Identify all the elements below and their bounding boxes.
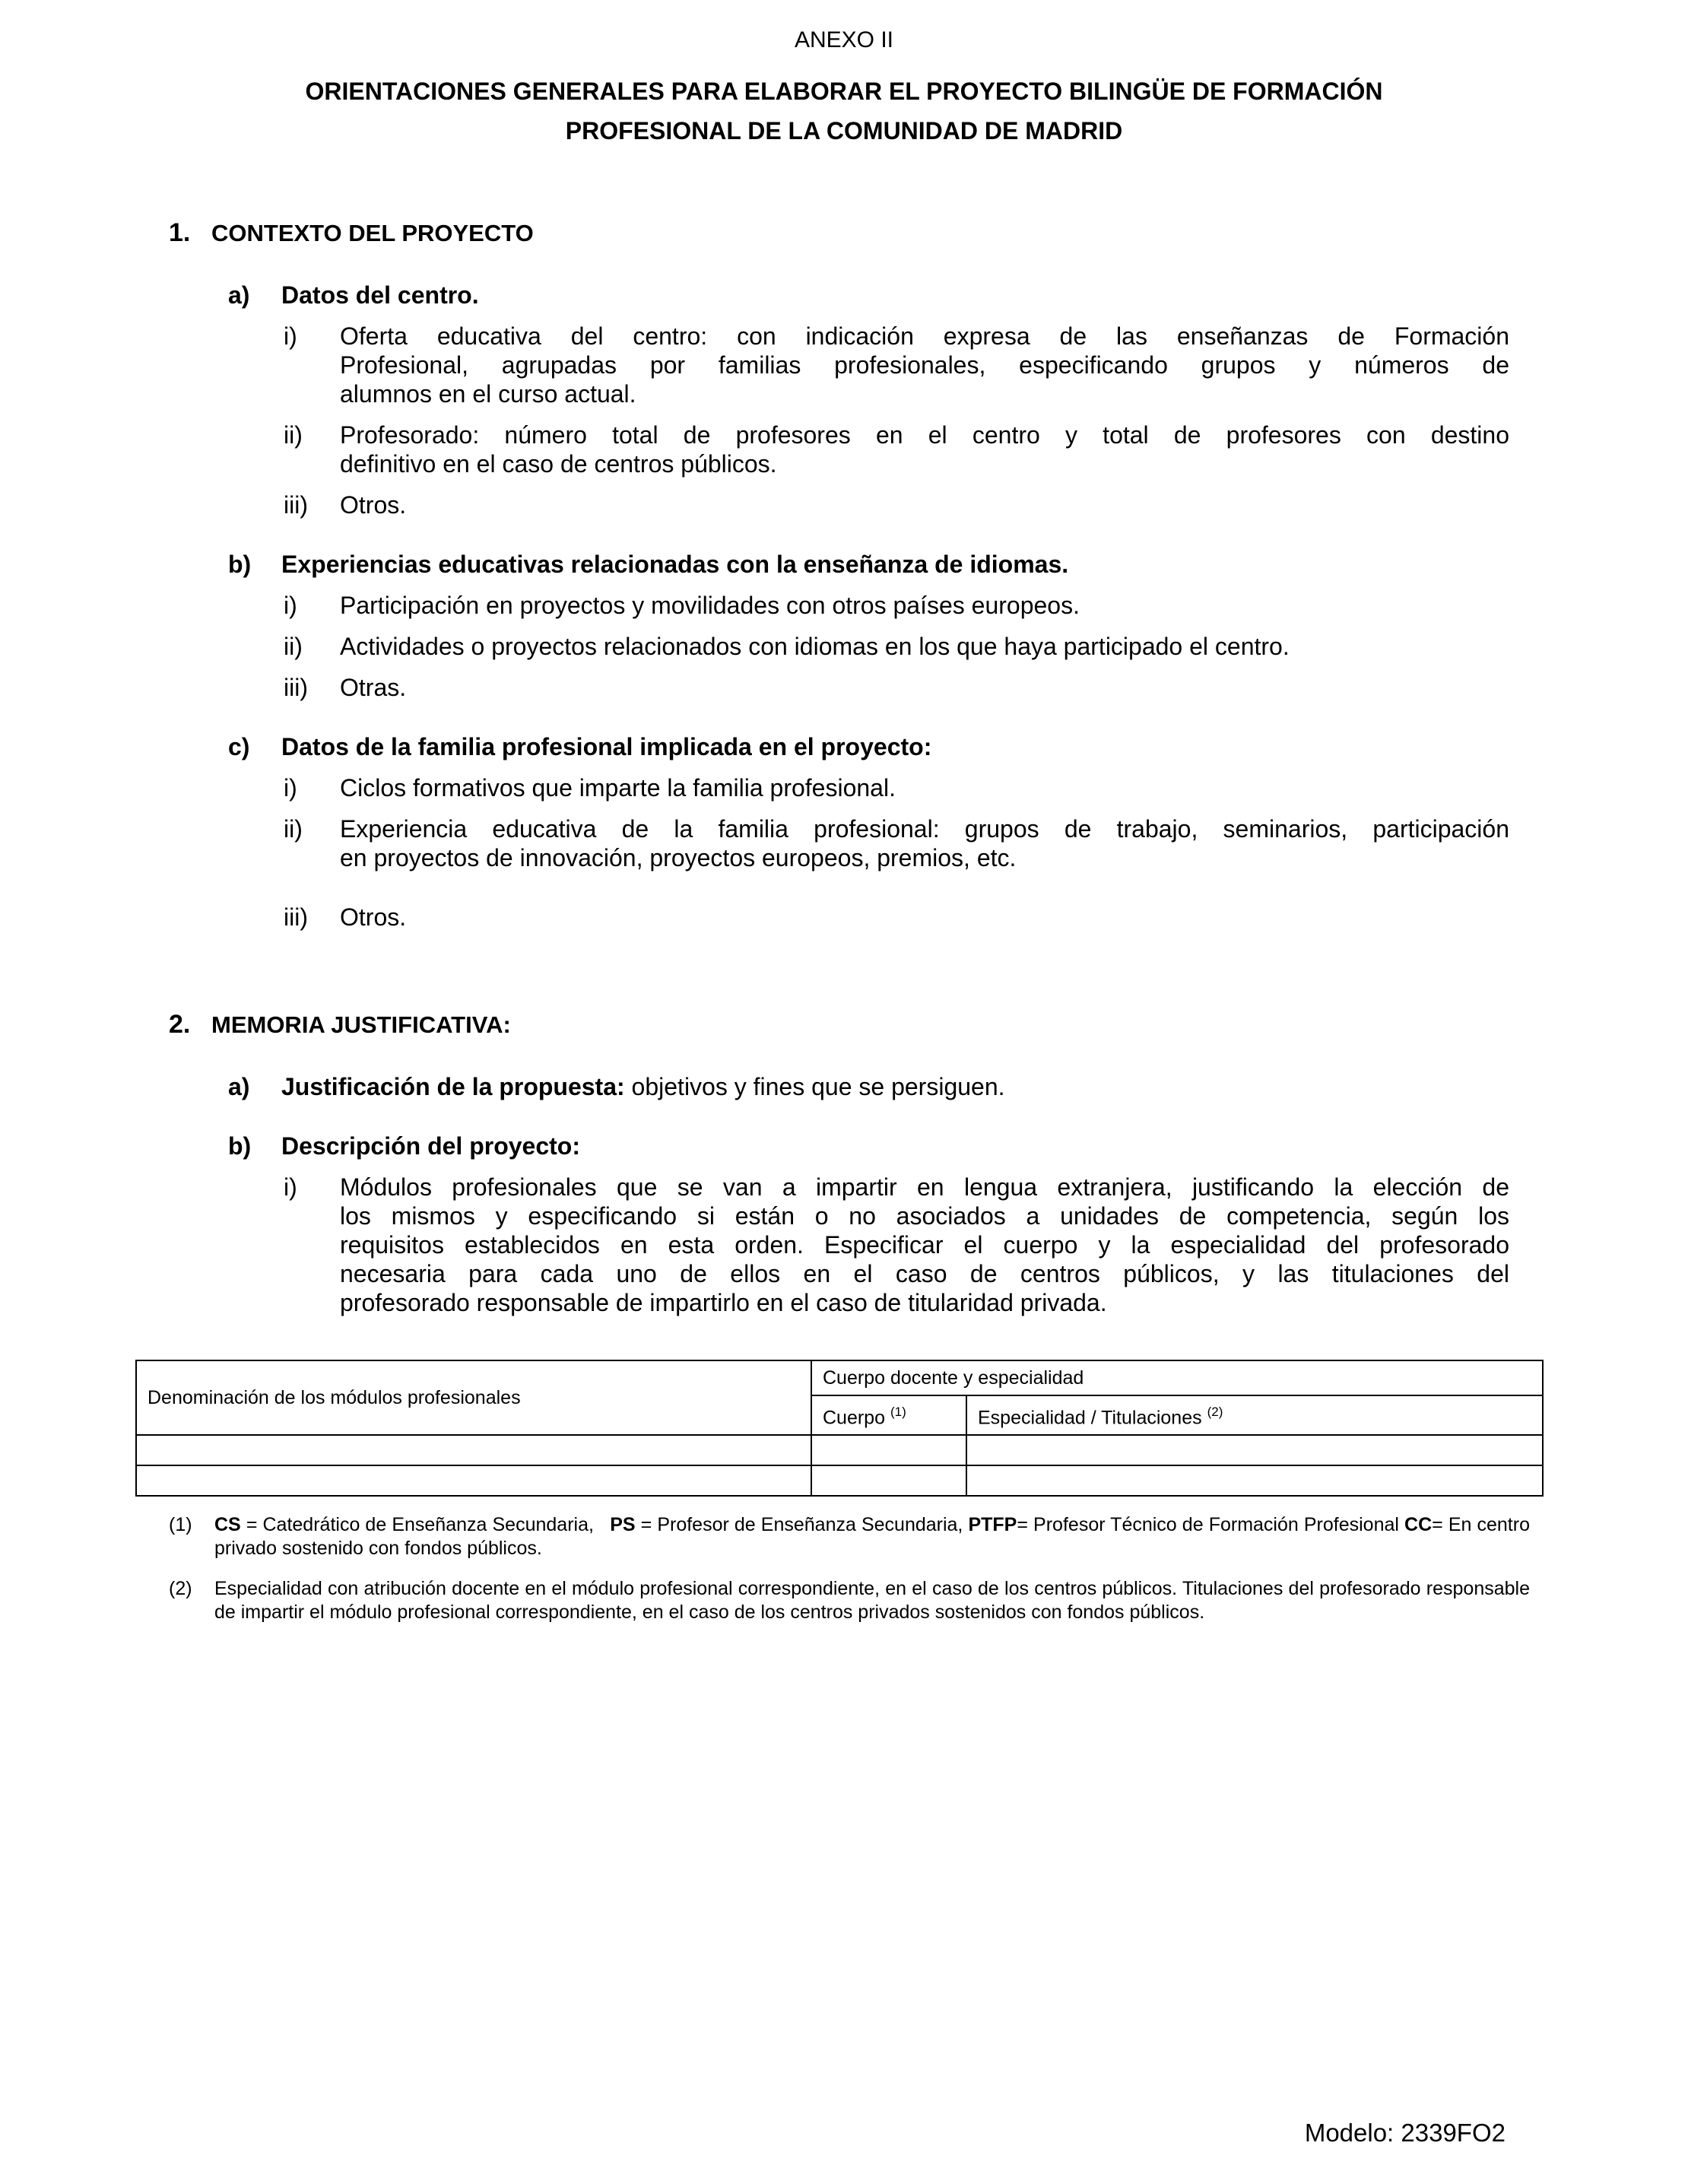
- section-2-heading: [169, 1008, 1509, 1042]
- item-1b-heading: Experiencias educativas relacionadas con la enseñanza de idiomas.: [281, 551, 1069, 578]
- table-empty-cell: [136, 1465, 811, 1496]
- subitem-1b-iii-text: Otras.: [340, 674, 407, 701]
- footnote-segment: Especialidad con atribución docente en el módulo profesional correspondiente, en el caso de los centros públicos. Titulaciones del profesorado responsable de impartir el módulo profesional correspondiente, en el caso de los centros privados sostenidos con fondos públicos.: [214, 1578, 1530, 1623]
- subitem-1a-i: [284, 322, 1509, 408]
- document-title-line2: PROFESIONAL DE LA COMUNIDAD DE MADRID: [565, 117, 1123, 144]
- item-1a: [228, 281, 1509, 310]
- section-2-title: MEMORIA JUSTIFICATIVA:: [211, 1011, 511, 1038]
- subitem-1a-ii: [284, 421, 1509, 478]
- subitem-1b-i-label: i): [284, 592, 297, 619]
- section-1-title: CONTEXTO DEL PROYECTO: [211, 220, 534, 246]
- footnote-2-marker: (2): [169, 1578, 192, 1599]
- table-empty-cell: [811, 1465, 966, 1496]
- footnote-2-text: [214, 1577, 1530, 1624]
- footnote-segment: = Profesor Técnico de Formación Profesional: [1017, 1514, 1405, 1535]
- subitem-1c-i-text: Ciclos formativos que imparte la familia profesional.: [340, 774, 896, 802]
- footnote-1-marker: (1): [169, 1514, 192, 1535]
- table-empty-cell: [966, 1465, 1543, 1496]
- table-header-cuerpo: [811, 1395, 966, 1435]
- item-1a-heading: Datos del centro.: [281, 281, 479, 309]
- table-empty-cell: [811, 1435, 966, 1465]
- item-2b-heading: Descripción del proyecto:: [281, 1132, 580, 1160]
- table-header-especialidad: [966, 1395, 1543, 1435]
- subitem-1b-ii: [284, 632, 1509, 661]
- document-title: [0, 71, 1688, 151]
- item-2a-label: a): [228, 1073, 250, 1100]
- section-1-heading: [169, 216, 1509, 250]
- subitem-1c-i-label: i): [284, 774, 297, 802]
- subitem-1c-iii-text: Otros.: [340, 903, 407, 931]
- model-number: Modelo: 2339FO2: [1304, 2119, 1506, 2147]
- footnote-segment: CS: [214, 1514, 241, 1535]
- item-2a-heading: Justificación de la propuesta:: [281, 1073, 625, 1100]
- footnote-segment: PTFP: [968, 1514, 1017, 1535]
- subitem-1b-iii-label: iii): [284, 674, 308, 701]
- subitem-1c-ii: [284, 814, 1509, 872]
- footnote-segment: = En centro privado sostenido con fondos públicos.: [214, 1514, 1530, 1559]
- table-header-cuerpo-docente-group: Cuerpo docente y especialidad: [811, 1360, 1543, 1395]
- subitem-2b-i-text: Módulos profesionales que se van a impartir en lengua extranjera, justificando la elección de los mismos y especificando si están o no asociados a unidades de competencia, según los requisitos establecidos en esta orden. Especificar el cuerpo y la especialidad del profesorado necesaria para cada uno de ellos en el caso de centros públicos, y las titulaciones del profesorado responsable de impartirlo en el caso de titularidad privada.: [340, 1173, 1509, 1316]
- item-1b-label: b): [228, 551, 252, 578]
- subitem-1b-ii-text: Actividades o proyectos relacionados con idiomas en los que haya participado el centro.: [340, 633, 1290, 660]
- item-2b-label: b): [228, 1132, 252, 1160]
- table-header-especialidad-label: Especialidad / Titulaciones: [978, 1407, 1202, 1429]
- table-row: [136, 1465, 1543, 1496]
- table-header-cuerpo-label: Cuerpo: [823, 1407, 885, 1429]
- table-row: [136, 1435, 1543, 1465]
- footnote-segment: PS: [610, 1514, 636, 1535]
- section-1-number: 1.: [169, 218, 191, 247]
- table-header-denominacion: Denominación de los módulos profesionales: [136, 1360, 811, 1435]
- subitem-1c-iii: [284, 903, 1509, 932]
- subitem-1a-ii-text: Profesorado: número total de profesores en el centro y total de profesores con destino definitivo en el caso de centros públicos.: [340, 421, 1509, 478]
- subitem-1b-ii-label: ii): [284, 633, 303, 660]
- subitem-1a-i-label: i): [284, 322, 297, 350]
- item-2a-text: objetivos y fines que se persiguen.: [624, 1073, 1005, 1100]
- item-1c: [228, 732, 1509, 761]
- table-empty-cell: [966, 1435, 1543, 1465]
- annex-title: ANEXO II: [794, 27, 894, 52]
- subitem-1c-ii-label: ii): [284, 815, 303, 843]
- footnotes: [169, 1513, 1530, 1624]
- item-1c-heading: Datos de la familia profesional implicada en el proyecto:: [281, 733, 932, 760]
- table-empty-cell: [136, 1435, 811, 1465]
- subitem-1b-i: [284, 591, 1509, 620]
- footnote-1: [169, 1513, 1530, 1560]
- subitem-1c-iii-label: iii): [284, 903, 308, 931]
- footnote-segment: = Catedrático de Enseñanza Secundaria,: [240, 1514, 611, 1535]
- footnote-ref-2: (2): [1207, 1404, 1223, 1419]
- item-1a-label: a): [228, 281, 250, 309]
- subitem-1c-i: [284, 773, 1509, 802]
- document-title-line1: ORIENTACIONES GENERALES PARA ELABORAR EL PROYECTO BILINGÜE DE FORMACIÓN: [305, 78, 1383, 105]
- subitem-1a-iii-label: iii): [284, 491, 308, 519]
- subitem-1b-iii: [284, 673, 1509, 702]
- item-2a: [228, 1072, 1509, 1101]
- subitem-1a-iii: [284, 490, 1509, 519]
- item-2a-line: [281, 1072, 1509, 1101]
- document-header: [0, 0, 1688, 151]
- subitem-2b-i-label: i): [284, 1173, 297, 1201]
- subitem-1a-ii-label: ii): [284, 421, 303, 449]
- section-memoria-justificativa: [169, 1008, 1509, 1317]
- footnote-2: [169, 1577, 1530, 1624]
- subitem-1a-iii-text: Otros.: [340, 491, 407, 519]
- section-contexto-del-proyecto: [169, 216, 1509, 932]
- subitem-1b-i-text: Participación en proyectos y movilidades con otros países europeos.: [340, 592, 1080, 619]
- footnote-segment: = Profesor de Enseñanza Secundaria,: [635, 1514, 969, 1535]
- item-1c-label: c): [228, 733, 250, 760]
- footnote-ref-1: (1): [890, 1404, 906, 1419]
- footnote-segment: CC: [1404, 1514, 1433, 1535]
- subitem-2b-i: [284, 1173, 1509, 1317]
- footnote-1-text: [214, 1513, 1530, 1560]
- item-2b: [228, 1132, 1509, 1160]
- modules-table: [135, 1360, 1544, 1497]
- section-2-number: 2.: [169, 1010, 191, 1039]
- item-1b: [228, 550, 1509, 579]
- subitem-1c-ii-text: Experiencia educativa de la familia profesional: grupos de trabajo, seminarios, participación en proyectos de innovación, proyectos europeos, premios, etc.: [340, 815, 1509, 871]
- subitem-1a-i-text: Oferta educativa del centro: con indicación expresa de las enseñanzas de Formación Profesional, agrupadas por familias profesionales, especificando grupos y números de alumnos en el curso actual.: [340, 322, 1509, 408]
